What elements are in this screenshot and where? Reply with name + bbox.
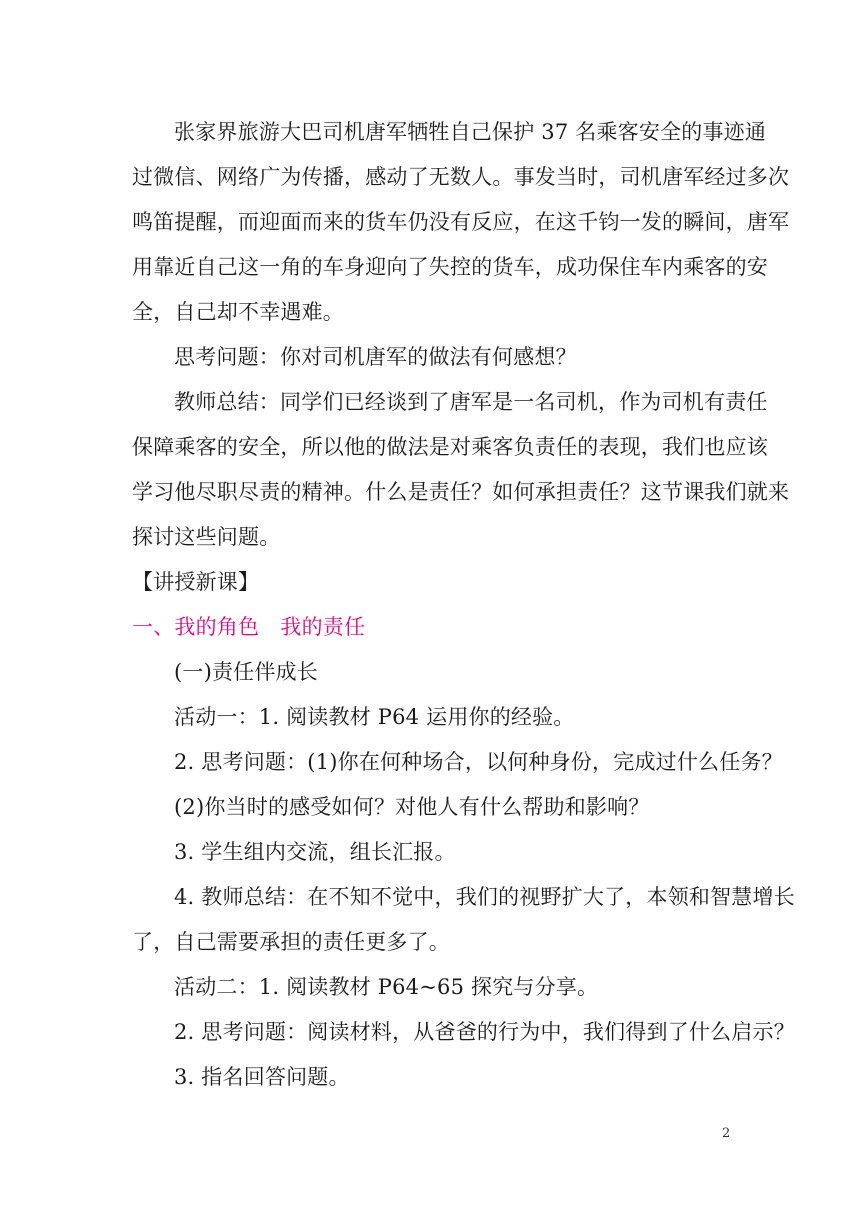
section-heading: 一、我的角色 我的责任 [132,615,366,639]
teacher-summary-paragraph [132,380,790,560]
paragraph-line: 张家界旅游大巴司机唐军牺牲自己保护 37 名乘客安全的事迹通 [174,120,767,144]
subsection-title: (一)责任伴成长 [174,660,318,684]
paragraph-line: 鸣笛提醒，而迎面而来的货车仍没有反应，在这千钧一发的瞬间，唐军 [132,210,790,234]
paragraph-line: 过微信、网络广为传播，感动了无数人。事发当时，司机唐军经过多次 [132,165,790,189]
page-number: 2 [722,1126,731,1141]
intro-paragraph [132,110,790,335]
paragraph-line: 教师总结：同学们已经谈到了唐军是一名司机，作为司机有责任 [174,390,768,414]
document-body [132,110,795,1100]
activity-line: 3. 指名回答问题。 [174,1065,350,1089]
paragraph-line: 全，自己却不幸遇难。 [132,300,344,324]
activity-line: 2. 思考问题：(1)你在何种场合，以何种身份，完成过什么任务？ [174,750,783,774]
activity-line: 活动二：1. 阅读教材 P64~65 探究与分享。 [174,975,599,999]
paragraph-line: 探讨这些问题。 [132,525,281,549]
paragraph-line: 用靠近自己这一角的车身迎向了失控的货车，成功保住车内乘客的安 [132,255,768,279]
activity-one [132,695,795,965]
activity-line: 了，自己需要承担的责任更多了。 [132,930,450,954]
activity-line: 3. 学生组内交流，组长汇报。 [174,840,456,864]
activity-line: 4. 教师总结：在不知不觉中，我们的视野扩大了，本领和智慧增长 [174,885,795,909]
section-label: 【讲授新课】 [132,570,260,594]
paragraph-line: 学习他尽职尽责的精神。什么是责任？如何承担责任？这节课我们就来 [132,480,790,504]
activity-line: (2)你当时的感受如何？对他人有什么帮助和影响？ [174,795,650,819]
activity-line: 2. 思考问题：阅读材料，从爸爸的行为中，我们得到了什么启示？ [174,1020,795,1044]
paragraph-line: 保障乘客的安全，所以他的做法是对乘客负责任的表现，我们也应该 [132,435,768,459]
activity-two [132,965,795,1100]
think-question-paragraph [132,335,732,380]
activity-line: 活动一：1. 阅读教材 P64 运用你的经验。 [174,705,575,729]
paragraph-line: 思考问题：你对司机唐军的做法有何感想？ [174,345,577,369]
